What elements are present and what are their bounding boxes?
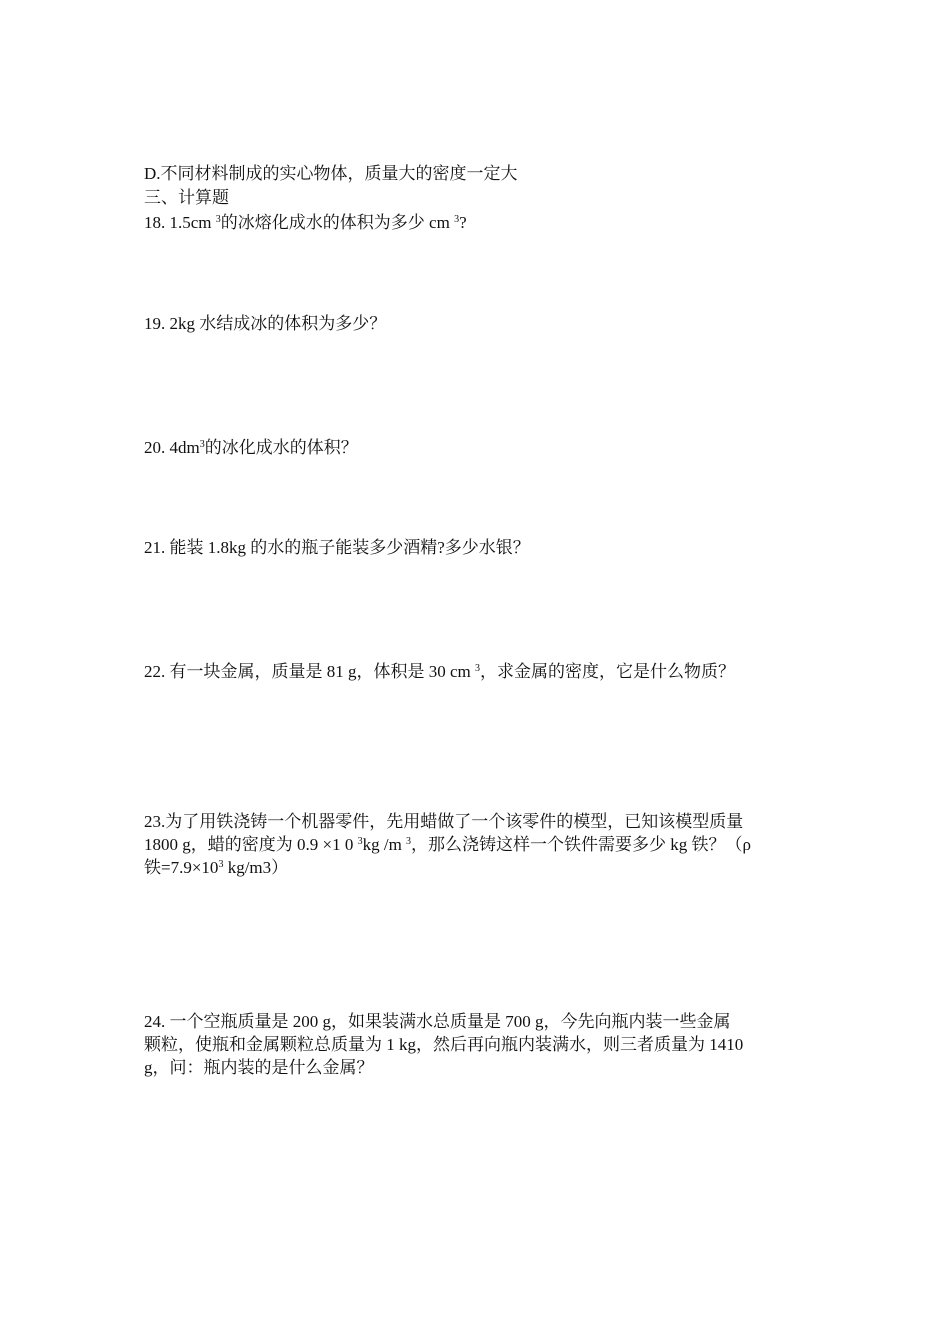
q24-line2: 颗粒，使瓶和金属颗粒总质量为 1 kg，然后再向瓶内装满水，则三者质量为 1410 [144, 1035, 744, 1054]
question-19: 19. 2kg 水结成冰的体积为多少？ [144, 314, 387, 333]
q23-line3-pre: 铁=7.9×10 [144, 858, 219, 877]
q18-sup: 3 [215, 214, 221, 225]
q18-sup2: 3 [454, 214, 460, 225]
question-24 [144, 1010, 814, 1079]
q18-post: ? [459, 213, 467, 232]
q20-sup: 3 [199, 439, 205, 450]
section-title: 三、计算题 [144, 188, 229, 207]
question-22 [144, 660, 735, 683]
q23-line2 [144, 833, 814, 856]
q23-line3-post: kg/m3） [223, 858, 289, 877]
question-20 [144, 436, 358, 459]
q20-post: 的冰化成水的体积？ [204, 438, 358, 457]
question-23 [144, 810, 814, 879]
q22-pre: 22. 有一块金属，质量是 81 g，体积是 30 cm [144, 662, 476, 681]
q23-line2-pre: 1800 g，蜡的密度为 0.9 ×1 0 [144, 835, 358, 854]
q24-line1: 24. 一个空瓶质量是 200 g，如果装满水总质量是 700 g，今先向瓶内装一些金属 [144, 1012, 731, 1031]
question-18 [144, 211, 467, 234]
q23-line2-post: ，那么浇铸这样一个铁件需要多少 kg 铁？（ρ [411, 835, 752, 854]
q22-sup: 3 [475, 663, 481, 674]
q23-line3 [144, 856, 814, 879]
q23-line3-sup: 3 [218, 859, 224, 870]
q18-pre: 18. 1.5cm [144, 213, 216, 232]
q20-pre: 20. 4dm [144, 438, 200, 457]
q22-post: ，求金属的密度，它是什么物质？ [480, 662, 736, 681]
q24-line3: g，问：瓶内装的是什么金属？ [144, 1058, 374, 1077]
q23-line1: 23.为了用铁浇铸一个机器零件，先用蜡做了一个该零件的模型，已知该模型质量 [144, 812, 744, 831]
option-d: D.不同材料制成的实心物体，质量大的密度一定大 [144, 164, 518, 183]
q23-line2-mid: kg /m [362, 835, 407, 854]
q23-line2-sup: 3 [357, 836, 363, 847]
q23-line2-sup2: 3 [406, 836, 412, 847]
q18-mid: 的冰熔化成水的体积为多少 cm [220, 213, 455, 232]
question-21: 21. 能装 1.8kg 的水的瓶子能装多少酒精?多少水银？ [144, 538, 530, 557]
